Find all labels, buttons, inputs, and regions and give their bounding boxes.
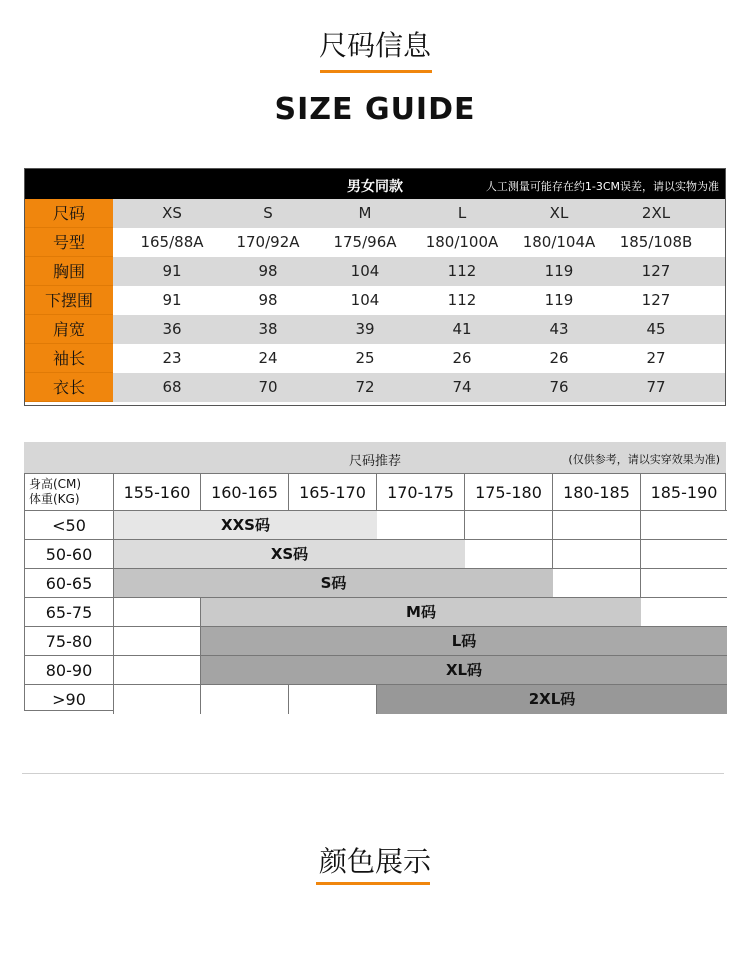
size-cell: 104: [350, 262, 380, 280]
empty-grid-cell: [114, 598, 201, 627]
size-recommendation-bar: M码: [201, 598, 641, 627]
size-cell: 104: [350, 291, 380, 309]
size-cell: 170/92A: [236, 233, 300, 251]
empty-grid-cell: [114, 656, 201, 685]
empty-grid-cell: [465, 540, 553, 569]
size-cell: 165/88A: [140, 233, 204, 251]
size-cell: 127: [641, 291, 671, 309]
size-cell: 72: [355, 378, 375, 396]
recommend-note: (仅供参考，请以实穿效果为准): [568, 453, 720, 466]
size-cell: 68: [162, 378, 182, 396]
size-row: [25, 286, 725, 315]
empty-grid-cell: [641, 540, 727, 569]
size-cell: 98: [258, 291, 278, 309]
size-cell: 26: [452, 349, 472, 367]
size-row: [25, 344, 725, 373]
size-row: [25, 373, 725, 402]
size-cell: 36: [162, 320, 182, 338]
empty-grid-cell: [553, 511, 641, 540]
size-recommendation-bar: L码: [201, 627, 727, 656]
size-row-label: 胸围: [25, 257, 113, 286]
empty-grid-cell: [553, 540, 641, 569]
size-cell: 74: [452, 378, 472, 396]
size-row-label: 号型: [25, 228, 113, 257]
empty-grid-cell: [641, 569, 727, 598]
size-cell: 112: [447, 262, 477, 280]
size-recommendation-bar: 2XL码: [377, 685, 727, 714]
size-row-label: 下摆围: [25, 286, 113, 315]
size-row: [25, 257, 725, 286]
size-row: [25, 228, 725, 257]
size-cell: 38: [258, 320, 278, 338]
size-recommendation-bar: XS码: [114, 540, 465, 569]
empty-grid-cell: [377, 511, 465, 540]
size-cell: 26: [549, 349, 569, 367]
size-cell: 43: [549, 320, 569, 338]
size-cell: S: [263, 204, 273, 222]
height-range-header: 155-160: [114, 474, 201, 511]
size-cell: 45: [646, 320, 666, 338]
size-cell: XS: [162, 204, 182, 222]
size-cell: 76: [549, 378, 569, 396]
empty-grid-cell: [465, 511, 553, 540]
height-unit-label: 身高(CM): [29, 477, 82, 491]
weight-range-label: 60-65: [25, 569, 114, 598]
height-range-header: 185-190: [641, 474, 727, 511]
size-cell: 27: [646, 349, 666, 367]
empty-grid-cell: [553, 569, 641, 598]
empty-grid-cell: [641, 511, 727, 540]
weight-unit-label: 体重(KG): [29, 492, 80, 506]
weight-range-label: 80-90: [25, 656, 114, 685]
size-row: [25, 315, 725, 344]
weight-range-label: 65-75: [25, 598, 114, 627]
size-cell: 25: [355, 349, 375, 367]
size-cell: 77: [646, 378, 666, 396]
size-row-label: 袖长: [25, 344, 113, 373]
size-cell: 98: [258, 262, 278, 280]
size-cell: 41: [452, 320, 472, 338]
size-table-header: [25, 169, 725, 199]
height-range-header: 165-170: [289, 474, 377, 511]
size-recommendation-bar: XXS码: [114, 511, 377, 540]
empty-grid-cell: [641, 598, 727, 627]
size-cell: 127: [641, 262, 671, 280]
measurement-note: 人工测量可能存在约1-3CM误差，请以实物为准: [485, 180, 719, 193]
size-table: [24, 168, 726, 406]
recommend-table-header: [24, 442, 726, 473]
size-cell: 91: [162, 262, 182, 280]
weight-range-label: <50: [25, 511, 114, 540]
size-info-title: 尺码信息: [318, 29, 431, 62]
size-cell: 119: [544, 291, 574, 309]
empty-grid-cell: [289, 685, 377, 714]
color-display-underline: [316, 882, 430, 885]
height-range-header: 180-185: [553, 474, 641, 511]
size-cell: M: [358, 204, 372, 222]
empty-grid-cell: [201, 685, 289, 714]
size-cell: 112: [447, 291, 477, 309]
size-cell: 2XL: [641, 204, 671, 222]
size-info-underline: [320, 70, 432, 73]
size-cell: 24: [258, 349, 278, 367]
weight-range-label: 75-80: [25, 627, 114, 656]
recommend-title: 尺码推荐: [348, 454, 401, 469]
size-cell: 119: [544, 262, 574, 280]
size-row-label: 肩宽: [25, 315, 113, 344]
size-cell: 185/108B: [619, 233, 693, 251]
size-cell: 39: [355, 320, 375, 338]
size-row: [25, 199, 725, 228]
size-recommendation-bar: S码: [114, 569, 553, 598]
size-cell: 23: [162, 349, 182, 367]
height-range-header: 175-180: [465, 474, 553, 511]
section-divider: [22, 773, 724, 774]
recommend-grid: [24, 473, 726, 711]
size-row-label: 衣长: [25, 373, 113, 402]
size-cell: 70: [258, 378, 278, 396]
weight-range-label: >90: [25, 685, 114, 714]
size-cell: 180/100A: [425, 233, 499, 251]
unisex-label: 男女同款: [347, 179, 403, 195]
size-cell: 91: [162, 291, 182, 309]
recommend-table: [24, 442, 726, 711]
empty-grid-cell: [114, 627, 201, 656]
size-guide-heading: SIZE GUIDE: [274, 92, 476, 127]
height-range-header: 160-165: [201, 474, 289, 511]
size-recommendation-bar: XL码: [201, 656, 727, 685]
height-weight-corner: [25, 474, 114, 511]
size-row-label: 尺码: [25, 199, 113, 228]
color-display-title: 颜色展示: [318, 845, 431, 878]
size-cell: L: [457, 204, 467, 222]
size-cell: 180/104A: [522, 233, 596, 251]
size-cell: XL: [549, 204, 569, 222]
empty-grid-cell: [114, 685, 201, 714]
weight-range-label: 50-60: [25, 540, 114, 569]
size-cell: 175/96A: [333, 233, 397, 251]
height-range-header: 170-175: [377, 474, 465, 511]
